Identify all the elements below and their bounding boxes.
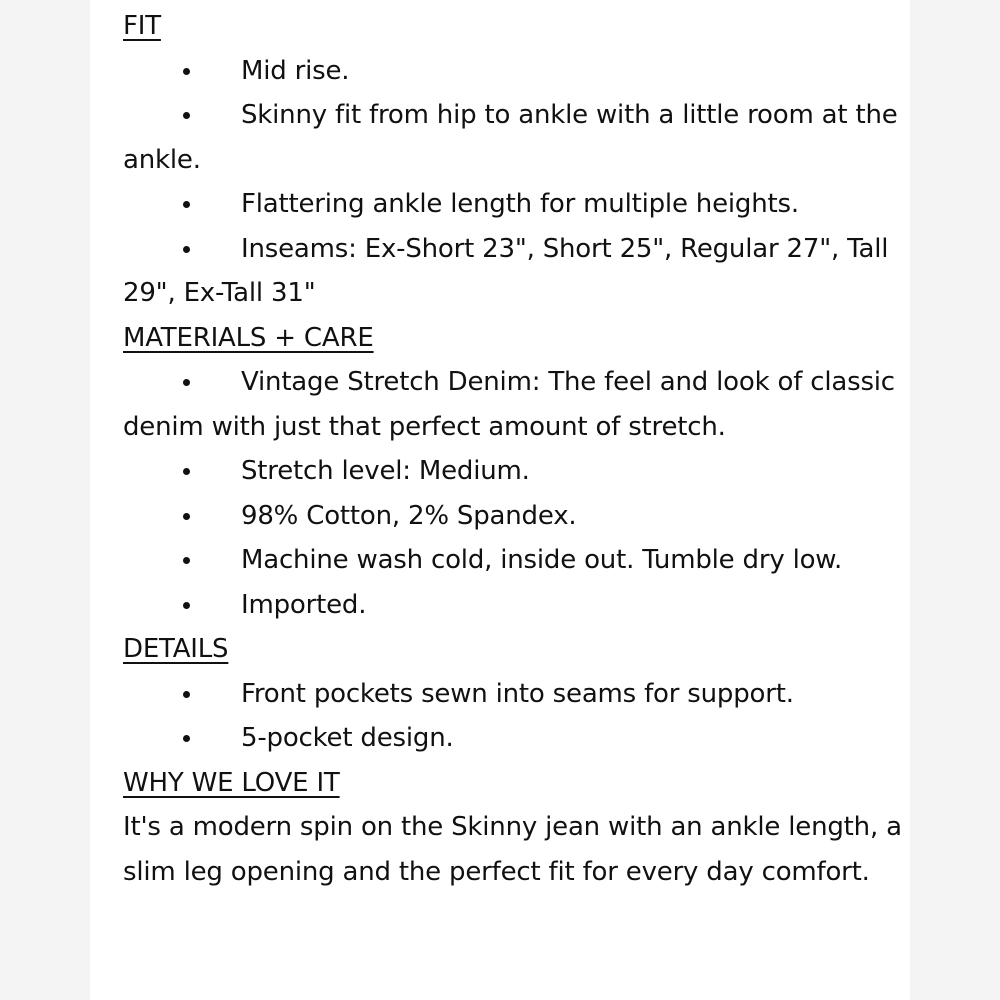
list-item: Stretch level: Medium.	[123, 449, 903, 494]
section-heading-materials-care: MATERIALS + CARE	[123, 322, 374, 353]
list-item: Mid rise.	[123, 49, 903, 94]
list-item: Imported.	[123, 583, 903, 628]
fit-list	[123, 49, 903, 316]
list-item: Vintage Stretch Denim: The feel and look of classic denim with just that perfect amount of stretch.	[123, 360, 903, 449]
list-item: Skinny fit from hip to ankle with a little room at the ankle.	[123, 93, 903, 182]
materials-care-list	[123, 360, 903, 627]
section-heading-why-we-love-it: WHY WE LOVE IT	[123, 767, 340, 798]
section-heading-details: DETAILS	[123, 634, 229, 664]
list-item: Flattering ankle length for multiple heights.	[123, 182, 903, 227]
list-item: 5-pocket design.	[123, 716, 903, 761]
list-item: Front pockets sewn into seams for support.	[123, 672, 903, 717]
list-item: 98% Cotton, 2% Spandex.	[123, 494, 903, 539]
list-item: Inseams: Ex-Short 23", Short 25", Regular 27", Tall 29", Ex-Tall 31"	[123, 227, 903, 316]
list-item: Machine wash cold, inside out. Tumble dry low.	[123, 538, 903, 583]
why-we-love-it-paragraph: It's a modern spin on the Skinny jean with an ankle length, a slim leg opening and the perfect fit for every day comfort.	[123, 812, 902, 887]
document-page	[90, 0, 910, 1000]
section-heading-fit: FIT	[123, 11, 161, 41]
details-list	[123, 672, 903, 761]
product-description	[123, 4, 903, 894]
